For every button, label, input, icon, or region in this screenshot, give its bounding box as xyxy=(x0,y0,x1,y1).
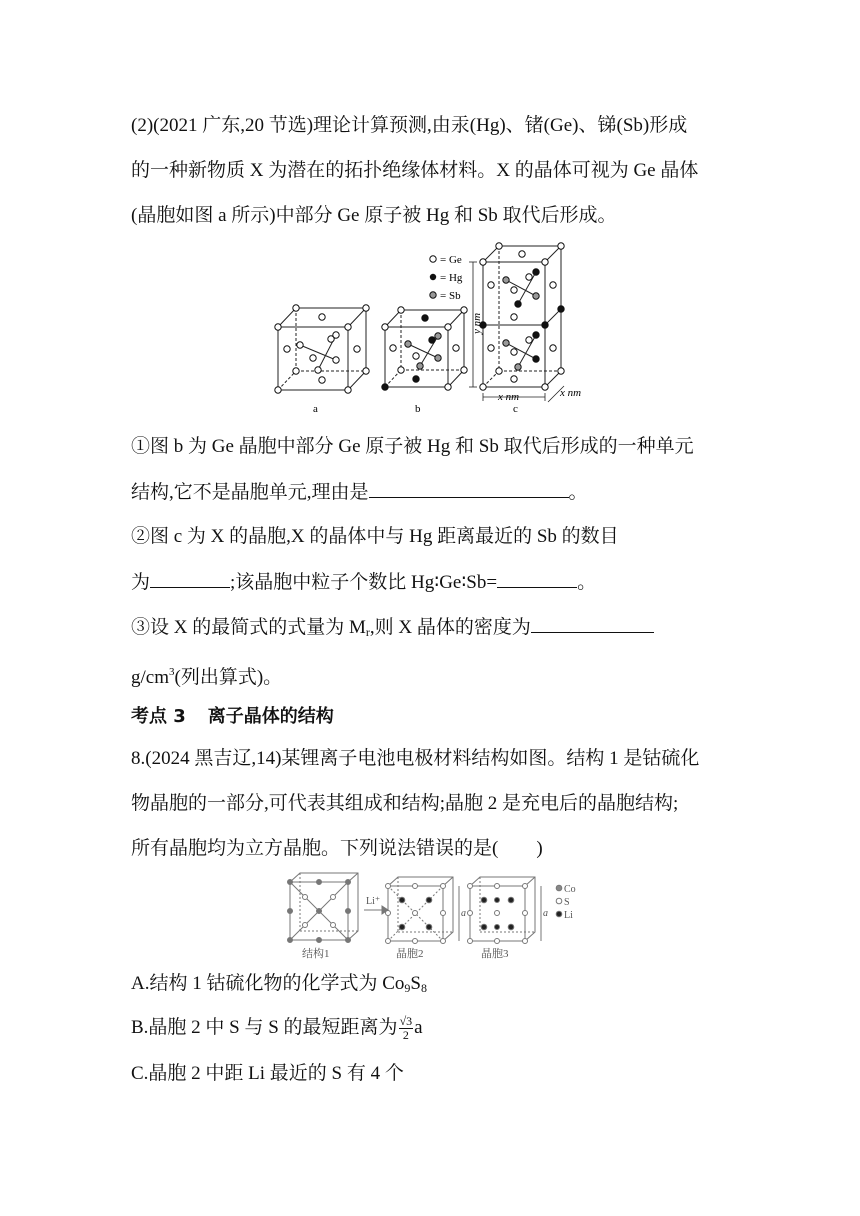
legend-ge: = Ge xyxy=(440,254,462,266)
q7-intro-line-1: (2)(2021 广东,20 节选)理论计算预测,由汞(Hg)、锗(Ge)、锑(Sb)形成 xyxy=(131,115,688,136)
q7-sub3-line1: ③设 X 的最简式的式量为 $M_r$,则 X 晶体的密度为 xyxy=(131,614,654,645)
q7-sub2-line1: ②图 c 为 X 的晶胞,X 的晶体中与 Hg 距离最近的 Sb 的数目 xyxy=(131,526,619,547)
q7-sub1-line1: ①图 b 为 Ge 晶胞中部分 Ge 原子被 Hg 和 Sb 取代后形成的一种单元 xyxy=(131,436,694,457)
legend-li: Li xyxy=(564,910,573,921)
q8-stem-line-2: 物晶胞的一部分,可代表其组成和结构;晶胞 2 是充电后的晶胞结构; xyxy=(131,793,679,814)
answer-blank-reason[interactable] xyxy=(369,479,569,498)
arrow-label-li: Li⁺ xyxy=(366,896,381,907)
q7-sub3-line2: $g/cm^3$(列出算式)。 xyxy=(131,666,283,688)
option-b[interactable]: B.晶胞 2 中 S 与 S 的最短距离为 $\frac{√3}{2}$ a xyxy=(131,1014,423,1043)
electrode-structure-figure xyxy=(278,868,590,960)
option-c[interactable]: C.晶胞 2 中距 Li 最近的 S 有 4 个 xyxy=(131,1063,404,1084)
answer-blank-density[interactable] xyxy=(531,614,654,633)
label-a: a xyxy=(313,403,318,415)
dim-x-bottom: x nm xyxy=(498,391,520,403)
cell-c xyxy=(483,246,561,387)
legend-hg: = Hg xyxy=(440,272,463,284)
caption-structure-1: 结构1 xyxy=(302,948,330,960)
dim-x-side: x nm xyxy=(560,387,582,399)
label-c: c xyxy=(513,403,518,415)
q8-stem-line-1: 8.(2024 黑吉辽,14)某锂离子电池电极材料结构如图。结构 1 是钴硫化 xyxy=(131,748,700,769)
option-a[interactable]: A.结构 1 钴硫化物的化学式为 $Co_9S_8$ xyxy=(131,973,427,995)
section-title: 离子晶体的结构 xyxy=(207,706,334,727)
legend-sb: = Sb xyxy=(440,290,461,302)
section-label: 考点 3 xyxy=(131,706,186,727)
q7-intro-line-2: 的一种新物质 X 为潜在的拓扑绝缘体材料。X 的晶体可视为 Ge 晶体 xyxy=(131,160,699,181)
q7-sub1-line2: 结构,它不是晶胞单元,理由是 。 xyxy=(131,479,588,506)
crystal-figure-abc xyxy=(270,240,600,420)
dim-y: y nm xyxy=(471,312,483,334)
dim-a-cell3: a xyxy=(543,908,548,919)
caption-cell-2: 晶胞2 xyxy=(396,948,424,960)
caption-cell-3: 晶胞3 xyxy=(481,948,509,960)
q8-stem-line-3: 所有晶胞均为立方晶胞。下列说法错误的是( ) xyxy=(131,838,543,859)
q7-intro-line-3: (晶胞如图 a 所示)中部分 Ge 原子被 Hg 和 Sb 取代后形成。 xyxy=(131,205,617,226)
legend-co: Co xyxy=(564,884,576,895)
legend-s: S xyxy=(564,897,570,908)
q7-sub2-line2: 为 ;该晶胞中粒子个数比 Hg∶Ge∶Sb= 。 xyxy=(131,569,596,596)
section-heading xyxy=(131,704,334,730)
answer-blank-sb-count[interactable] xyxy=(150,569,230,588)
answer-blank-ratio[interactable] xyxy=(497,569,577,588)
fraction-sqrt3-over-2: $\frac{√3}{2}$ xyxy=(399,1014,413,1043)
dim-a-cell2: a xyxy=(461,908,466,919)
label-b: b xyxy=(415,403,421,415)
